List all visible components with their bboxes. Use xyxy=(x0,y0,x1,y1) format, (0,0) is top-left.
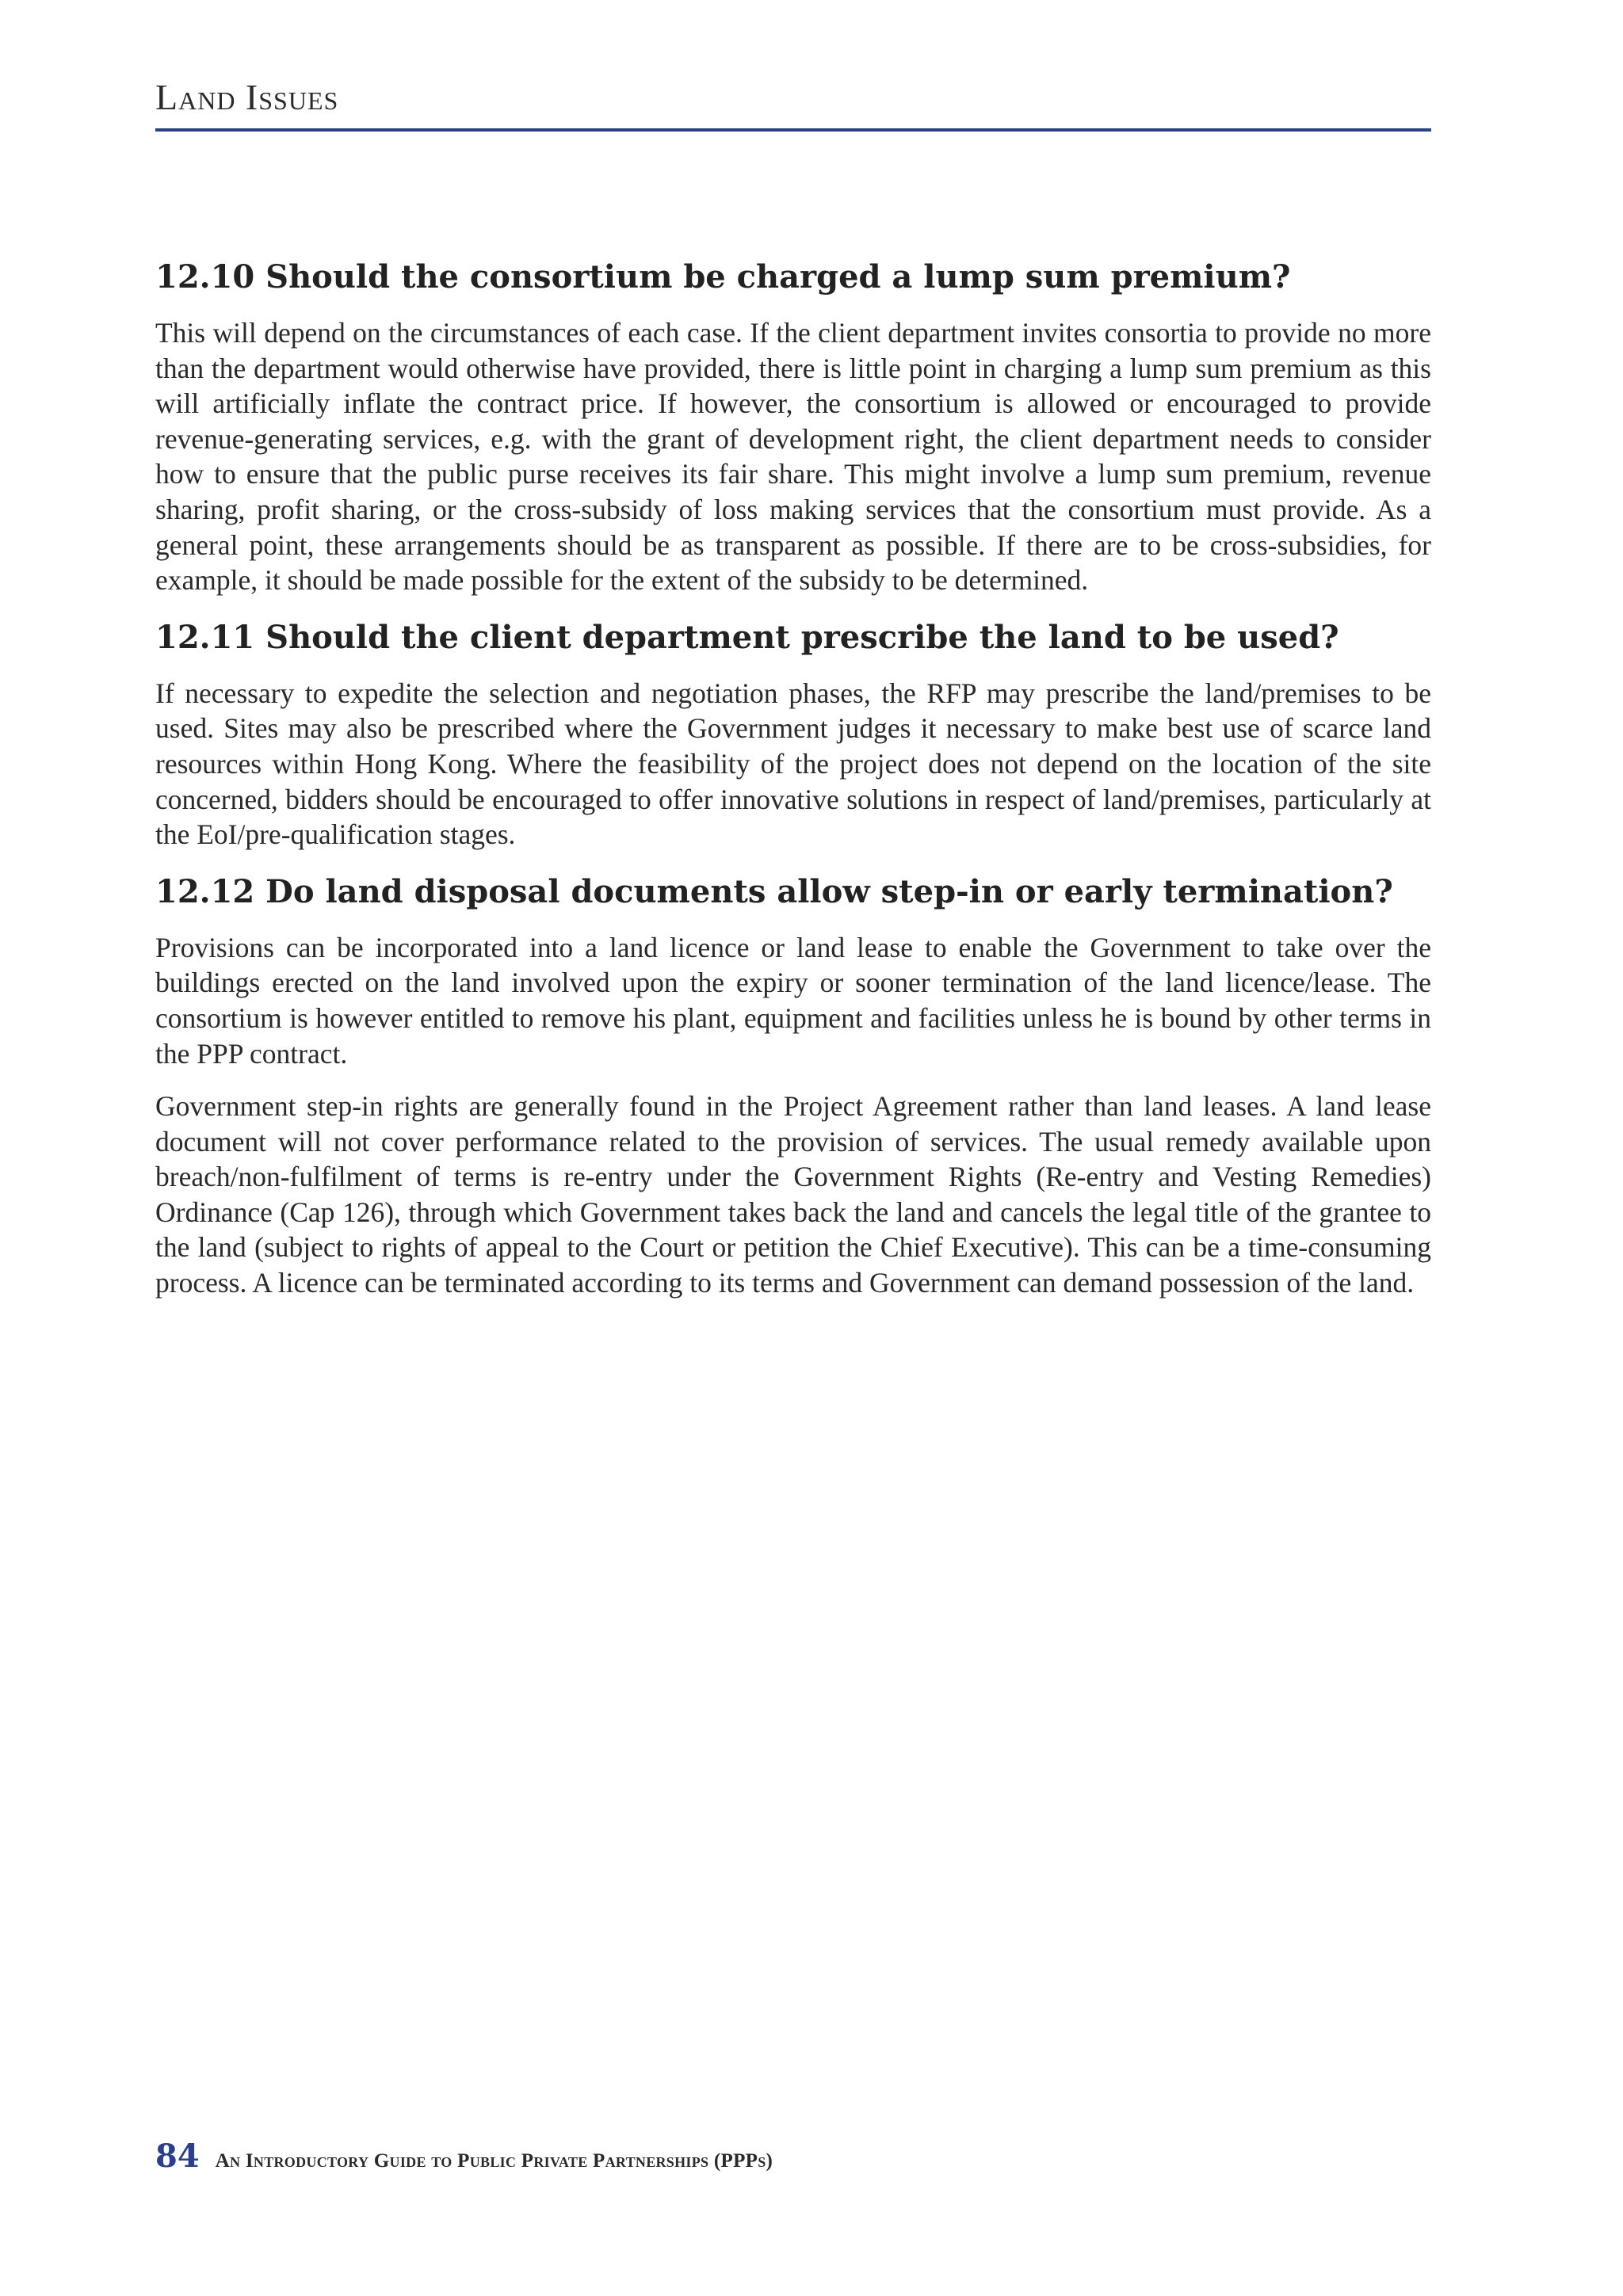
section-12-10 xyxy=(155,255,1431,598)
section-heading: 12.12 Do land disposal documents allow step-in or early termination? xyxy=(155,872,1393,910)
page-number: 84 xyxy=(155,2138,200,2175)
section-12-11 xyxy=(155,616,1431,852)
running-header: Land Issues xyxy=(155,77,339,117)
paragraph: Provisions can be incorporated into a land licence or land lease to enable the Government to take over the buildings erected on the land involved upon the expiry or sooner termination of the land licence/lease. The consortium is however entitled to remove his plant, equipment and facilities unless he is bound by other terms in the PPP contract. xyxy=(155,931,1431,1070)
section-heading: 12.11 Should the client department prescribe the land to be used? xyxy=(155,618,1339,656)
section-heading: 12.10 Should the consortium be charged a lump sum premium? xyxy=(155,258,1291,296)
main-content xyxy=(155,255,1431,1318)
paragraph: If necessary to expedite the selection and negotiation phases, the RFP may prescribe the land/premises to be used. Sites may also be prescribed where the Government judges it necessary to make best use of scarce land resources within Hong Kong. Where the feasibility of the project does not depend on the location of the site concerned, bidders should be encouraged to offer innovative solutions in respect of land/premises, particularly at the EoI/pre-qualification stages. xyxy=(155,677,1431,851)
paragraph: This will depend on the circumstances of each case. If the client department invites consortia to provide no more than the department would otherwise have provided, there is little point in charging a lump sum premium as this will artificially inflate the contract price. If however, the consortium is allowed or encouraged to provide revenue-generating services, e.g. with the grant of development right, the client department needs to consider how to ensure that the public purse receives its fair share. This might involve a lump sum premium, revenue sharing, profit sharing, or the cross-subsidy of loss making services that the consortium must provide. As a general point, these arrangements should be as transparent as possible. If there are to be cross-subsidies, for example, it should be made possible for the extent of the subsidy to be determined. xyxy=(155,317,1431,597)
section-12-12 xyxy=(155,870,1431,1301)
page-footer xyxy=(155,2138,1431,2175)
header-rule xyxy=(155,128,1431,132)
paragraph: Government step-in rights are generally found in the Project Agreement rather than land leases. A land lease document will not cover performance related to the provision of services. The usual remedy available upon breach/non-fulfilment of terms is re-entry under the Government Rights (Re-entry and Vesting Remedies) Ordinance (Cap 126), through which Government takes back the land and cancels the legal title of the grantee to the land (subject to rights of appeal to the Court or petition the Chief Executive). This can be a time-consuming process. A licence can be terminated according to its terms and Government can demand possession of the land. xyxy=(155,1090,1431,1299)
publication-title: An Introductory Guide to Public Private Partnerships (PPPs) xyxy=(215,2150,773,2172)
